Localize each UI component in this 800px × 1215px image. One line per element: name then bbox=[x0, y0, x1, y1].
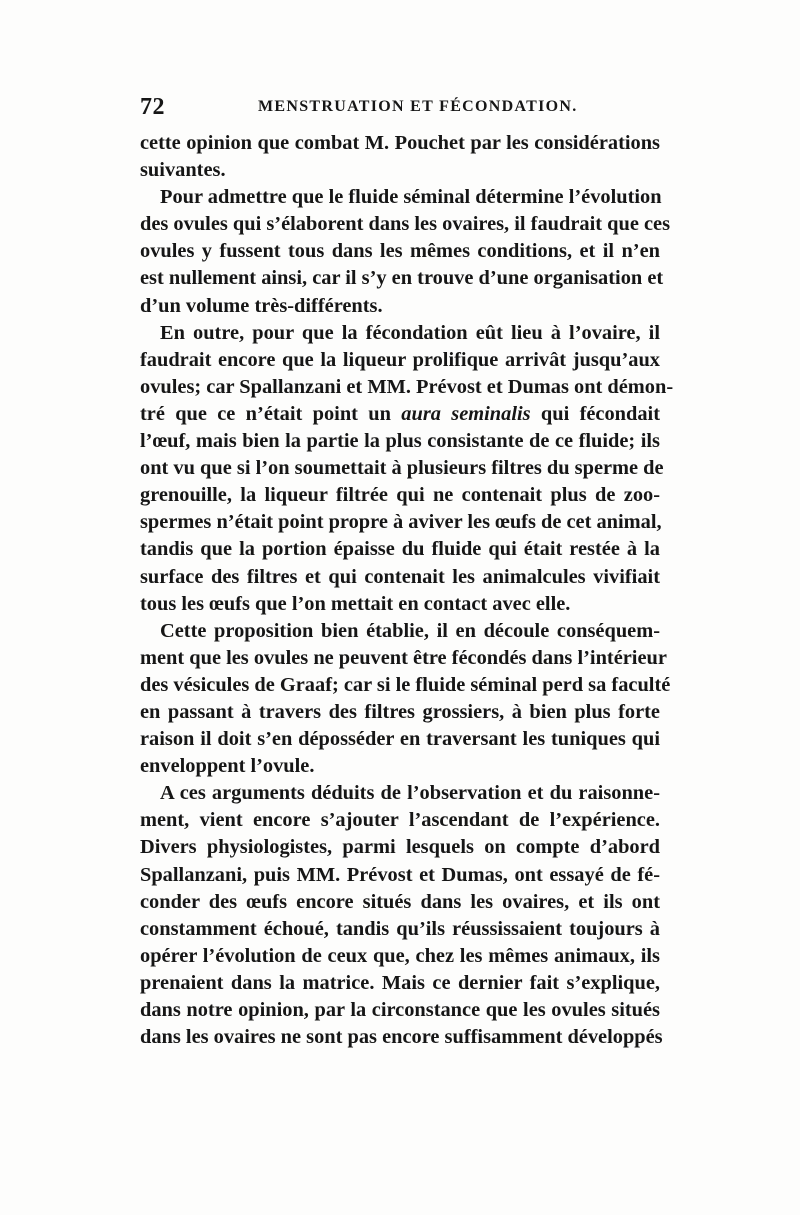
text-line: Divers physiologistes, parmi lesquels on compte d’abord bbox=[140, 836, 660, 859]
text-line: grenouille, la liqueur filtrée qui ne contenait plus de zoo- bbox=[140, 484, 660, 507]
text-line: dans notre opinion, par la circonstance que les ovules situés bbox=[140, 999, 660, 1021]
text-line: suivantes. bbox=[140, 159, 226, 182]
text-line: enveloppent l’ovule. bbox=[140, 755, 315, 778]
text-line: raison il doit s’en déposséder en traversant les tuniques qui bbox=[140, 728, 660, 751]
text-line: tandis que la portion épaisse du fluide qui était restée à la bbox=[140, 538, 660, 561]
text-line: cette opinion que combat M. Pouchet par les considérations bbox=[140, 132, 660, 154]
text-line: ment, vient encore s’ajouter l’ascendant de l’expérience. bbox=[140, 809, 660, 832]
paragraph-first-line: Pour admettre que le fluide séminal détermine l’évolution bbox=[160, 186, 662, 209]
italic-term: aura seminalis bbox=[401, 402, 531, 425]
text-line: ovules y fussent tous dans les mêmes conditions, et il n’en bbox=[140, 240, 660, 263]
text-line: dans les ovaires ne sont pas encore suffisamment développés bbox=[140, 1026, 663, 1049]
text-line: conder des œufs encore situés dans les ovaires, et ils ont bbox=[140, 890, 660, 913]
text-line: ont vu que si l’on soumettait à plusieurs filtres du sperme de bbox=[140, 457, 664, 480]
text-line: faudrait encore que la liqueur prolifique arrivât jusqu’aux bbox=[140, 348, 660, 371]
text-line: des vésicules de Graaf; car si le fluide séminal perd sa faculté bbox=[140, 673, 671, 696]
text-segment: tré que ce n’était point un bbox=[140, 402, 402, 425]
page-number: 72 bbox=[140, 94, 165, 120]
text-line: opérer l’évolution de ceux que, chez les mêmes animaux, ils bbox=[140, 944, 660, 967]
text-segment: qui fécondait bbox=[530, 402, 660, 425]
text-line: d’un volume très-différents. bbox=[140, 294, 383, 317]
text-line: spermes n’était point propre à aviver les œufs de cet animal, bbox=[140, 511, 662, 534]
text-line-with-emphasis bbox=[140, 401, 660, 428]
text-line: en passant à travers des filtres grossiers, à bien plus forte bbox=[140, 700, 660, 723]
text-line: tous les œufs que l’on mettait en contact avec elle. bbox=[140, 592, 571, 615]
text-line: ovules; car Spallanzani et MM. Prévost et Dumas ont démon- bbox=[140, 375, 674, 398]
text-line: constamment échoué, tandis qu’ils réussissaient toujours à bbox=[140, 917, 660, 940]
running-title: MENSTRUATION ET FÉCONDATION. bbox=[258, 98, 578, 115]
running-head bbox=[140, 92, 660, 122]
text-line: ment que les ovules ne peuvent être fécondés dans l’intérieur bbox=[140, 646, 667, 669]
text-line: surface des filtres et qui contenait les animalcules vivifiait bbox=[140, 565, 660, 588]
paragraph-first-line: Cette proposition bien établie, il en découle conséquem- bbox=[160, 619, 660, 642]
text-line: prenaient dans la matrice. Mais ce dernier fait s’explique, bbox=[140, 971, 660, 994]
paragraph-first-line: En outre, pour que la fécondation eût lieu à l’ovaire, il bbox=[160, 321, 660, 344]
text-line: des ovules qui s’élaborent dans les ovaires, il faudrait que ces bbox=[140, 213, 671, 236]
body-text bbox=[140, 130, 674, 1051]
text-line: Spallanzani, puis MM. Prévost et Dumas, ont essayé de fé- bbox=[140, 863, 660, 886]
text-line: l’œuf, mais bien la partie la plus consistante de ce fluide; ils bbox=[140, 430, 660, 453]
paragraph-first-line: A ces arguments déduits de l’observation et du raisonne- bbox=[160, 782, 660, 805]
text-line: est nullement ainsi, car il s’y en trouve d’une organisation et bbox=[140, 267, 664, 290]
